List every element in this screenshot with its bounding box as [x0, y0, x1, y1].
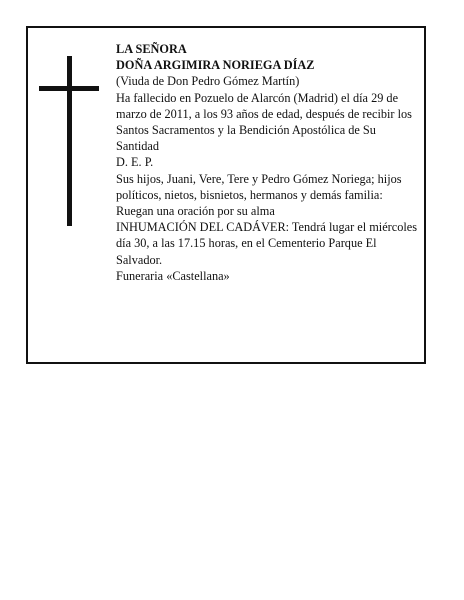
widow-line: (Viuda de Don Pedro Gómez Martín)	[116, 74, 300, 89]
burial-details: INHUMACIÓN DEL CADÁVER: Tendrá lugar el miércoles día 30, a las 17.15 horas, en el Cementerio Parque El Salvador.	[116, 220, 418, 267]
funeral-home: Funeraria «Castellana»	[116, 268, 230, 283]
cross-icon	[39, 56, 99, 226]
cross-vertical-bar	[67, 56, 72, 226]
notice-heading-title: LA SEÑORA	[116, 42, 187, 56]
notice-text	[116, 41, 418, 284]
deceased-name: DOÑA ARGIMIRA NORIEGA DÍAZ	[116, 58, 315, 73]
rip-line: D. E. P.	[116, 155, 154, 170]
death-announcement: Ha fallecido en Pozuelo de Alarcón (Madrid) el día 29 de marzo de 2011, a los 93 años de edad, después de recibir los Santos Sacramentos y la Bendición Apostólica de Su Santidad	[116, 90, 412, 154]
family-list: Sus hijos, Juani, Vere, Tere y Pedro Gómez Noriega; hijos políticos, nietos, bisnietos, hermanos y demás familia:	[116, 171, 402, 202]
prayer-request: Ruegan una oración por su alma	[116, 204, 275, 219]
obituary-notice	[26, 26, 426, 364]
cross-horizontal-bar	[39, 86, 99, 91]
